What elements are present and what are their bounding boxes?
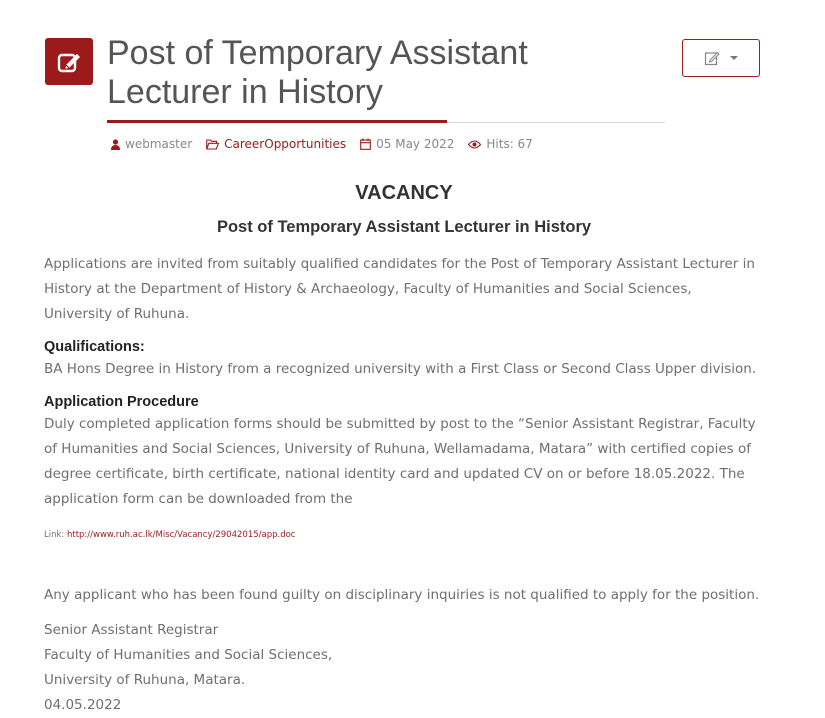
signature-title: Senior Assistant Registrar xyxy=(44,622,219,638)
edit-icon xyxy=(704,50,720,66)
article-body xyxy=(44,180,764,718)
article-meta xyxy=(111,137,547,151)
intro-paragraph: Applications are invited from suitably qualified candidates for the Post of Temporary Assistant Lecturer in History at the Department of History & Archaeology, Faculty of Humanities and Social Sciences, University of Ruhuna. xyxy=(44,256,755,322)
page-title: Post of Temporary Assistant Lecturer in History xyxy=(107,34,528,111)
qualifications-heading: Qualifications: xyxy=(44,339,145,355)
qualifications-paragraph: BA Hons Degree in History from a recognized university with a First Class or Second Class Upper division. xyxy=(44,361,757,377)
disqualification-note: Any applicant who has been found guilty on disciplinary inquiries is not qualified to apply for the position. xyxy=(44,587,760,603)
meta-date-value: 05 May 2022 xyxy=(376,137,455,151)
meta-hits-value: Hits: 67 xyxy=(486,137,533,151)
meta-hits xyxy=(468,137,532,151)
signature-block xyxy=(44,618,764,718)
procedure-heading: Application Procedure xyxy=(44,394,199,410)
meta-author-name: webmaster xyxy=(125,137,193,151)
edit-article-button[interactable] xyxy=(682,39,760,77)
title-accent-bar xyxy=(107,120,447,123)
download-link-label: Link: xyxy=(44,530,67,540)
signature-university: University of Ruhuna, Matara. xyxy=(44,672,246,688)
calendar-icon xyxy=(360,138,371,150)
eye-icon xyxy=(468,140,481,149)
meta-category-link[interactable]: CareerOpportunities xyxy=(224,137,347,151)
folder-open-icon xyxy=(206,139,219,150)
signature-faculty: Faculty of Humanities and Social Sciences, xyxy=(44,647,333,663)
edit-square-icon xyxy=(45,38,93,85)
meta-author xyxy=(111,137,192,151)
download-link-line xyxy=(44,529,764,541)
meta-category[interactable] xyxy=(206,137,346,151)
procedure-paragraph: Duly completed application forms should be submitted by post to the “Senior Assistant Registrar, Faculty of Humanities and Social Sciences, University of Ruhuna, Wellamadama, Matara” with certified copies of degree certificate, birth certificate, national identity card and updated CV on or before 18.05.2022. The application form can be downloaded from the xyxy=(44,416,756,507)
chevron-down-icon xyxy=(730,56,738,60)
application-form-link[interactable]: http://www.ruh.ac.lk/Misc/Vacancy/29042015/app.doc xyxy=(66,530,296,540)
meta-date xyxy=(360,137,454,151)
post-heading: Post of Temporary Assistant Lecturer in History xyxy=(216,218,592,236)
signature-date: 04.05.2022 xyxy=(44,697,122,713)
user-icon xyxy=(111,139,120,150)
vacancy-heading: VACANCY xyxy=(355,182,453,204)
